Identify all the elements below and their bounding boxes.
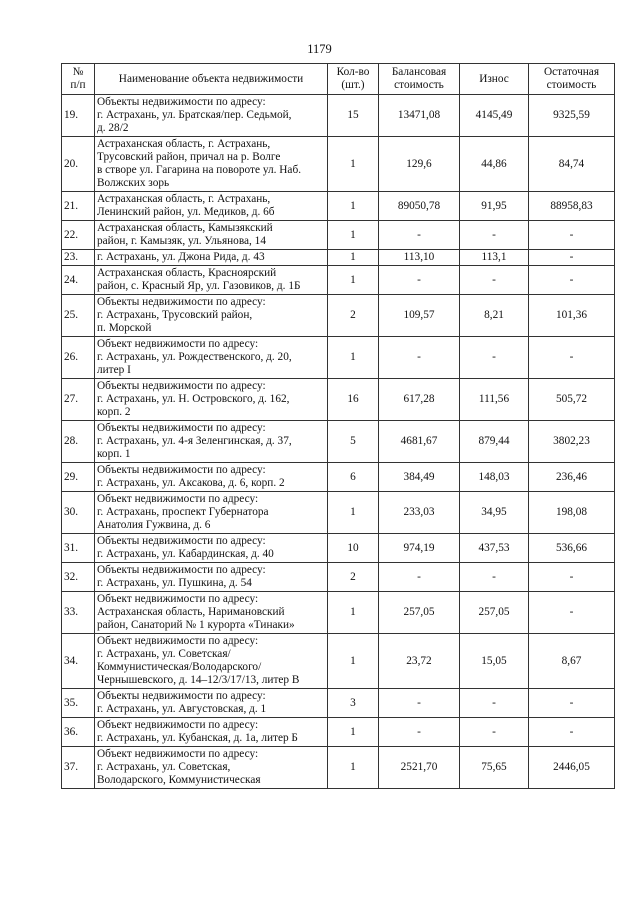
wear-value: - (460, 337, 529, 379)
residual-value: 101,36 (529, 295, 615, 337)
row-number: 31. (62, 534, 95, 563)
residual-value: - (529, 266, 615, 295)
wear-value: - (460, 221, 529, 250)
property-name-line: Объекты недвижимости по адресу: (97, 564, 266, 576)
balance-value: 384,49 (379, 463, 460, 492)
property-name-line: Объекты недвижимости по адресу: (97, 535, 266, 547)
table-row (62, 221, 615, 250)
property-name (95, 592, 328, 634)
row-number: 37. (62, 747, 95, 789)
table-row (62, 463, 615, 492)
quantity: 1 (328, 634, 379, 689)
balance-value: 13471,08 (379, 95, 460, 137)
row-number: 28. (62, 421, 95, 463)
property-name-line: Астраханская область, г. Астрахань, (97, 138, 271, 150)
row-number: 27. (62, 379, 95, 421)
property-name (95, 689, 328, 718)
property-register-table (61, 63, 615, 789)
header-balance: Балансовая стоимость (379, 64, 460, 95)
quantity: 1 (328, 747, 379, 789)
row-number: 35. (62, 689, 95, 718)
property-name-line: Объект недвижимости по адресу: (97, 719, 259, 731)
property-name-line: Объекты недвижимости по адресу: (97, 422, 266, 434)
quantity: 1 (328, 221, 379, 250)
wear-value: 148,03 (460, 463, 529, 492)
residual-value: 236,46 (529, 463, 615, 492)
table-row (62, 563, 615, 592)
balance-value: 129,6 (379, 137, 460, 192)
table-row (62, 634, 615, 689)
property-name-line: район, г. Камызяк, ул. Ульянова, 14 (97, 235, 266, 247)
header-num: № п/п (62, 64, 95, 95)
property-name-line: Володарского, Коммунистическая (97, 774, 261, 786)
property-name-line: Объект недвижимости по адресу: (97, 635, 259, 647)
page-number: 1179 (307, 42, 332, 56)
residual-value: - (529, 337, 615, 379)
row-number: 20. (62, 137, 95, 192)
quantity: 1 (328, 137, 379, 192)
table-row (62, 295, 615, 337)
property-name (95, 492, 328, 534)
quantity: 1 (328, 266, 379, 295)
residual-value: - (529, 221, 615, 250)
table-row (62, 379, 615, 421)
table-row (62, 534, 615, 563)
property-name-line: Волжских зорь (97, 177, 170, 189)
quantity: 1 (328, 492, 379, 534)
property-name-line: район, Санаторий № 1 курорта «Тинаки» (97, 619, 295, 631)
row-number: 30. (62, 492, 95, 534)
residual-value: - (529, 250, 615, 266)
property-name-line: Астраханская область, г. Астрахань, (97, 193, 271, 205)
residual-value: 3802,23 (529, 421, 615, 463)
header-wear: Износ (460, 64, 529, 95)
property-name-line: Коммунистическая/Володарского/ (97, 661, 262, 673)
property-name-line: г. Астрахань, ул. 4-я Зеленгинская, д. 37, (97, 435, 292, 447)
quantity: 10 (328, 534, 379, 563)
wear-value: 75,65 (460, 747, 529, 789)
balance-value: 617,28 (379, 379, 460, 421)
residual-value: 84,74 (529, 137, 615, 192)
property-name (95, 747, 328, 789)
property-name-line: Астраханская область, Наримановский (97, 606, 285, 618)
balance-value: - (379, 689, 460, 718)
property-name-line: п. Морской (97, 322, 152, 334)
quantity: 1 (328, 592, 379, 634)
balance-value: - (379, 337, 460, 379)
table-row (62, 95, 615, 137)
property-name-line: Объекты недвижимости по адресу: (97, 690, 266, 702)
quantity: 3 (328, 689, 379, 718)
property-name-line: в створе ул. Гагарина на повороте ул. Наб. (97, 164, 302, 176)
wear-value: 91,95 (460, 192, 529, 221)
property-name-line: г. Астрахань, ул. Н. Островского, д. 162, (97, 393, 290, 405)
property-name-line: г. Астрахань, ул. Советская, (97, 761, 231, 773)
wear-value: 34,95 (460, 492, 529, 534)
property-name (95, 634, 328, 689)
wear-value: 257,05 (460, 592, 529, 634)
wear-value: - (460, 563, 529, 592)
table-row (62, 266, 615, 295)
balance-value: - (379, 563, 460, 592)
property-name-line: Чернышевского, д. 14–12/3/17/13, литер В (97, 674, 300, 686)
wear-value: 113,1 (460, 250, 529, 266)
residual-value: 2446,05 (529, 747, 615, 789)
row-number: 26. (62, 337, 95, 379)
property-name-line: Трусовский район, причал на р. Волге (97, 151, 281, 163)
row-number: 19. (62, 95, 95, 137)
property-name-line: район, с. Красный Яр, ул. Газовиков, д. 1Б (97, 280, 301, 292)
wear-value: - (460, 689, 529, 718)
property-name-line: г. Астрахань, ул. Советская/ (97, 648, 231, 660)
balance-value: 257,05 (379, 592, 460, 634)
wear-value: - (460, 718, 529, 747)
quantity: 1 (328, 718, 379, 747)
property-name (95, 250, 328, 266)
residual-value: 536,66 (529, 534, 615, 563)
quantity: 1 (328, 192, 379, 221)
quantity: 15 (328, 95, 379, 137)
property-name-line: г. Астрахань, проспект Губернатора (97, 506, 269, 518)
table-row (62, 747, 615, 789)
property-name-line: Астраханская область, Красноярский (97, 267, 277, 279)
header-residual: Остаточная стоимость (529, 64, 615, 95)
row-number: 21. (62, 192, 95, 221)
row-number: 34. (62, 634, 95, 689)
property-name (95, 421, 328, 463)
quantity: 2 (328, 295, 379, 337)
property-name-line: Ленинский район, ул. Медиков, д. 6б (97, 206, 275, 218)
row-number: 22. (62, 221, 95, 250)
balance-value: 2521,70 (379, 747, 460, 789)
row-number: 29. (62, 463, 95, 492)
property-name (95, 337, 328, 379)
property-name-line: г. Астрахань, ул. Пушкина, д. 54 (97, 577, 252, 589)
property-name (95, 563, 328, 592)
row-number: 32. (62, 563, 95, 592)
row-number: 36. (62, 718, 95, 747)
quantity: 2 (328, 563, 379, 592)
property-name-line: литер I (97, 364, 131, 376)
table-row (62, 592, 615, 634)
property-name-line: г. Астрахань, ул. Августовская, д. 1 (97, 703, 267, 715)
property-name-line: г. Астрахань, ул. Аксакова, д. 6, корп. 2 (97, 477, 285, 489)
table-row (62, 337, 615, 379)
wear-value: 44,86 (460, 137, 529, 192)
property-name-line: Объект недвижимости по адресу: (97, 493, 259, 505)
row-number: 24. (62, 266, 95, 295)
property-name (95, 718, 328, 747)
wear-value: 111,56 (460, 379, 529, 421)
property-name-line: г. Астрахань, Трусовский район, (97, 309, 253, 321)
quantity: 6 (328, 463, 379, 492)
property-name (95, 379, 328, 421)
table-row (62, 492, 615, 534)
table-row (62, 192, 615, 221)
property-name (95, 95, 328, 137)
property-name-line: г. Астрахань, ул. Братская/пер. Седьмой, (97, 109, 292, 121)
property-name (95, 534, 328, 563)
property-name (95, 463, 328, 492)
residual-value: 9325,59 (529, 95, 615, 137)
wear-value: 15,05 (460, 634, 529, 689)
row-number: 25. (62, 295, 95, 337)
residual-value: - (529, 718, 615, 747)
property-name-line: корп. 2 (97, 406, 131, 418)
property-name-line: Объект недвижимости по адресу: (97, 338, 259, 350)
row-number: 33. (62, 592, 95, 634)
property-name-line: корп. 1 (97, 448, 131, 460)
property-name (95, 221, 328, 250)
residual-value: - (529, 563, 615, 592)
wear-value: 4145,49 (460, 95, 529, 137)
balance-value: - (379, 718, 460, 747)
row-number: 23. (62, 250, 95, 266)
property-name-line: Анатолия Гужвина, д. 6 (97, 519, 211, 531)
property-name-line: д. 28/2 (97, 122, 129, 134)
table-row (62, 718, 615, 747)
balance-value: 23,72 (379, 634, 460, 689)
quantity: 1 (328, 250, 379, 266)
balance-value: 109,57 (379, 295, 460, 337)
balance-value: 4681,67 (379, 421, 460, 463)
residual-value: - (529, 689, 615, 718)
property-name-line: г. Астрахань, ул. Кабардинская, д. 40 (97, 548, 274, 560)
property-name-line: г. Астрахань, ул. Кубанская, д. 1а, литер Б (97, 732, 298, 744)
residual-value: 505,72 (529, 379, 615, 421)
property-name (95, 137, 328, 192)
residual-value: 88958,83 (529, 192, 615, 221)
balance-value: - (379, 221, 460, 250)
table-row (62, 421, 615, 463)
table-body (62, 95, 615, 789)
wear-value: 437,53 (460, 534, 529, 563)
quantity: 1 (328, 337, 379, 379)
residual-value: 8,67 (529, 634, 615, 689)
property-name-line: Объект недвижимости по адресу: (97, 593, 259, 605)
property-name-line: Объект недвижимости по адресу: (97, 748, 259, 760)
wear-value: 8,21 (460, 295, 529, 337)
balance-value: 113,10 (379, 250, 460, 266)
table-header-row (62, 64, 615, 95)
property-name (95, 192, 328, 221)
quantity: 16 (328, 379, 379, 421)
residual-value: - (529, 592, 615, 634)
property-name-line: Астраханская область, Камызякский (97, 222, 273, 234)
balance-value: 233,03 (379, 492, 460, 534)
residual-value: 198,08 (529, 492, 615, 534)
property-name-line: Объекты недвижимости по адресу: (97, 464, 266, 476)
property-name (95, 295, 328, 337)
property-name-line: Объекты недвижимости по адресу: (97, 96, 266, 108)
balance-value: 89050,78 (379, 192, 460, 221)
header-qty: Кол-во (шт.) (328, 64, 379, 95)
balance-value: 974,19 (379, 534, 460, 563)
table-row (62, 250, 615, 266)
wear-value: 879,44 (460, 421, 529, 463)
property-name-line: г. Астрахань, ул. Рождественского, д. 20, (97, 351, 292, 363)
header-name: Наименование объекта недвижимости (95, 64, 328, 95)
property-name-line: г. Астрахань, ул. Джона Рида, д. 43 (97, 251, 265, 263)
balance-value: - (379, 266, 460, 295)
property-name (95, 266, 328, 295)
wear-value: - (460, 266, 529, 295)
property-name-line: Объекты недвижимости по адресу: (97, 296, 266, 308)
table-row (62, 137, 615, 192)
table-row (62, 689, 615, 718)
quantity: 5 (328, 421, 379, 463)
property-name-line: Объекты недвижимости по адресу: (97, 380, 266, 392)
